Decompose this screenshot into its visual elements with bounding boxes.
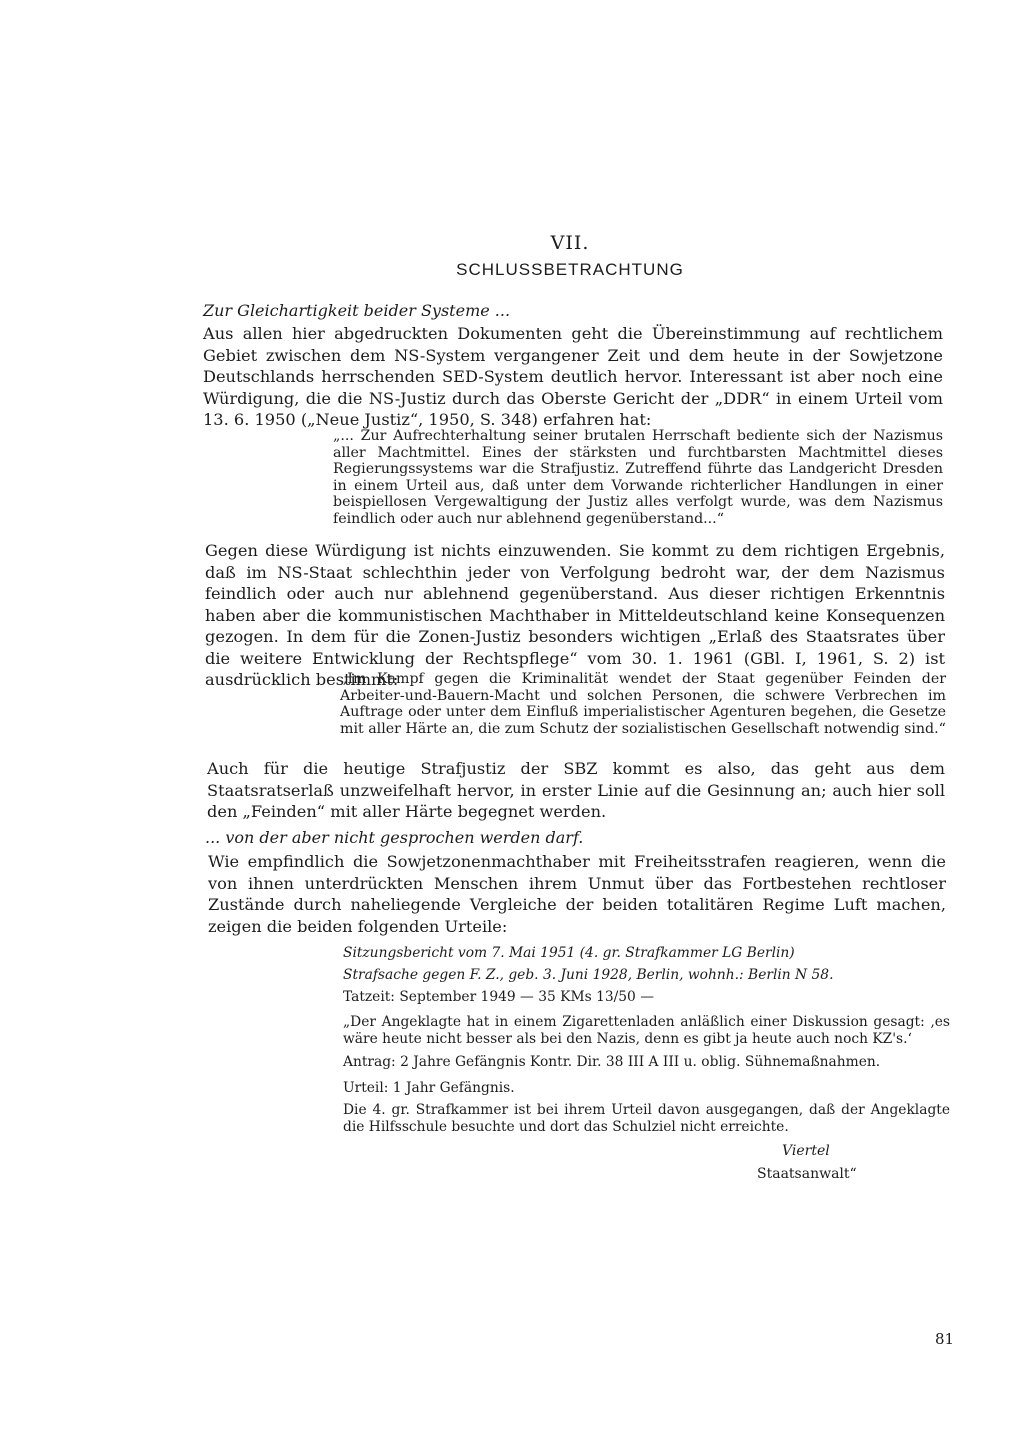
paragraph-conclusion: Auch für die heutige Strafjustiz der SBZ kommt es also, das geht aus dem Staatsratserlaß unzweifelhaft hervor, in erster Linie auf die Gesinnung an; auch hier soll den „Feinden“ mit aller Härte begegnet werden. (207, 759, 945, 821)
quote-state-council-decree: „Im Kampf gegen die Kriminalität wendet der Staat gegenüber Feinden der Arbeiter-und-Bauern-Macht und solchen Personen, die schwere Verbrechen im Auftrage oder unter dem Einfluß imperialistischer Agenturen begehen, die Gesetze mit aller Härte an, die zum Schutz der sozialistischen Gesellschaft notwendig sind.“ (340, 671, 946, 737)
paragraph-assessment: Gegen diese Würdigung ist nichts einzuwenden. Sie kommt zu dem richtigen Ergebnis, daß im NS-Staat schlechthin jeder von Verfolgung bedroht war, der dem Nazismus feindlich oder auch nur ablehnend gegenüberstand. Aus dieser richtigen Erkenntnis haben aber die kommunistischen Machthaber in Mitteldeutschland keine Konsequenzen gezogen. In dem für die Zonen-Justiz besonders wichtigen „Erlaß des Staatsrates über die weitere Entwicklung der Rechtspflege“ vom 30. 1. 1961 (GBl. I, 1961, S. 2) ist ausdrücklich bestimmt: (205, 541, 945, 689)
chapter-title: SCHLUSSBETRACHTUNG (456, 260, 684, 279)
court-statement: „Der Angeklagte hat in einem Zigarettenladen anläßlich einer Diskussion gesagt: ‚es wäre heute nicht besser als bei den Nazis, denn es gibt ja heute auch noch KZ's.‘ (343, 1014, 950, 1047)
quote-supreme-court: „... Zur Aufrechterhaltung seiner brutalen Herrschaft bediente sich der Nazismus aller Machtmittel. Eines der stärksten und furchtbarsten Machtmittel dieses Regierungssystems war die Strafjustiz. Zutreffend führte das Landgericht Dresden in einem Urteil aus, daß unter dem Vorwande richterlicher Handlungen in einer beispiellosen Vergewaltigung der Justiz alles verfolgt wurde, was dem Nazismus feindlich oder auch nur ablehnend gegenüberstand...“ (333, 428, 943, 527)
court-case-line: Strafsache gegen F. Z., geb. 3. Juni 1928, Berlin, wohnh.: Berlin N 58. (343, 967, 834, 983)
section-heading-similarity: Zur Gleichartigkeit beider Systeme ... (203, 301, 511, 320)
page-number: 81 (935, 1330, 955, 1348)
section-heading-not-spoken: ... von der aber nicht gesprochen werden darf. (205, 828, 584, 847)
court-report-line: Sitzungsbericht vom 7. Mai 1951 (4. gr. Strafkammer LG Berlin) (343, 945, 795, 961)
signature-name: Viertel (782, 1143, 830, 1159)
signature-title: Staatsanwalt“ (757, 1166, 857, 1182)
court-reasoning: Die 4. gr. Strafkammer ist bei ihrem Urteil davon ausgegangen, daß der Angeklagte die Hilfsschule besuchte und dort das Schulziel nicht erreichte. (343, 1102, 950, 1135)
chapter-number: VII. (550, 232, 590, 254)
court-motion: Antrag: 2 Jahre Gefängnis Kontr. Dir. 38 III A III u. oblig. Sühnemaßnahmen. (343, 1054, 881, 1070)
court-verdict: Urteil: 1 Jahr Gefängnis. (343, 1080, 515, 1096)
court-offense-time: Tatzeit: September 1949 — 35 KMs 13/50 — (343, 989, 655, 1005)
paragraph-intro: Aus allen hier abgedruckten Dokumenten geht die Übereinstimmung auf rechtlichem Gebiet zwischen dem NS-System vergangener Zeit und dem heute in der Sowjetzone Deutschlands herrschenden SED-System deutlich hervor. Interessant ist aber noch eine Würdigung, die die NS-Justiz durch das Oberste Gericht der „DDR“ in einem Urteil vom 13. 6. 1950 („Neue Justiz“, 1950, S. 348) erfahren hat: (203, 324, 943, 429)
paragraph-verdicts-intro: Wie empfindlich die Sowjetzonenmachthaber mit Freiheitsstrafen reagieren, wenn die von ihnen unterdrückten Menschen ihrem Unmut über das Fortbestehen rechtloser Zustände durch naheliegende Vergleiche der beiden totalitären Regime Luft machen, zeigen die beiden folgenden Urteile: (208, 852, 946, 936)
